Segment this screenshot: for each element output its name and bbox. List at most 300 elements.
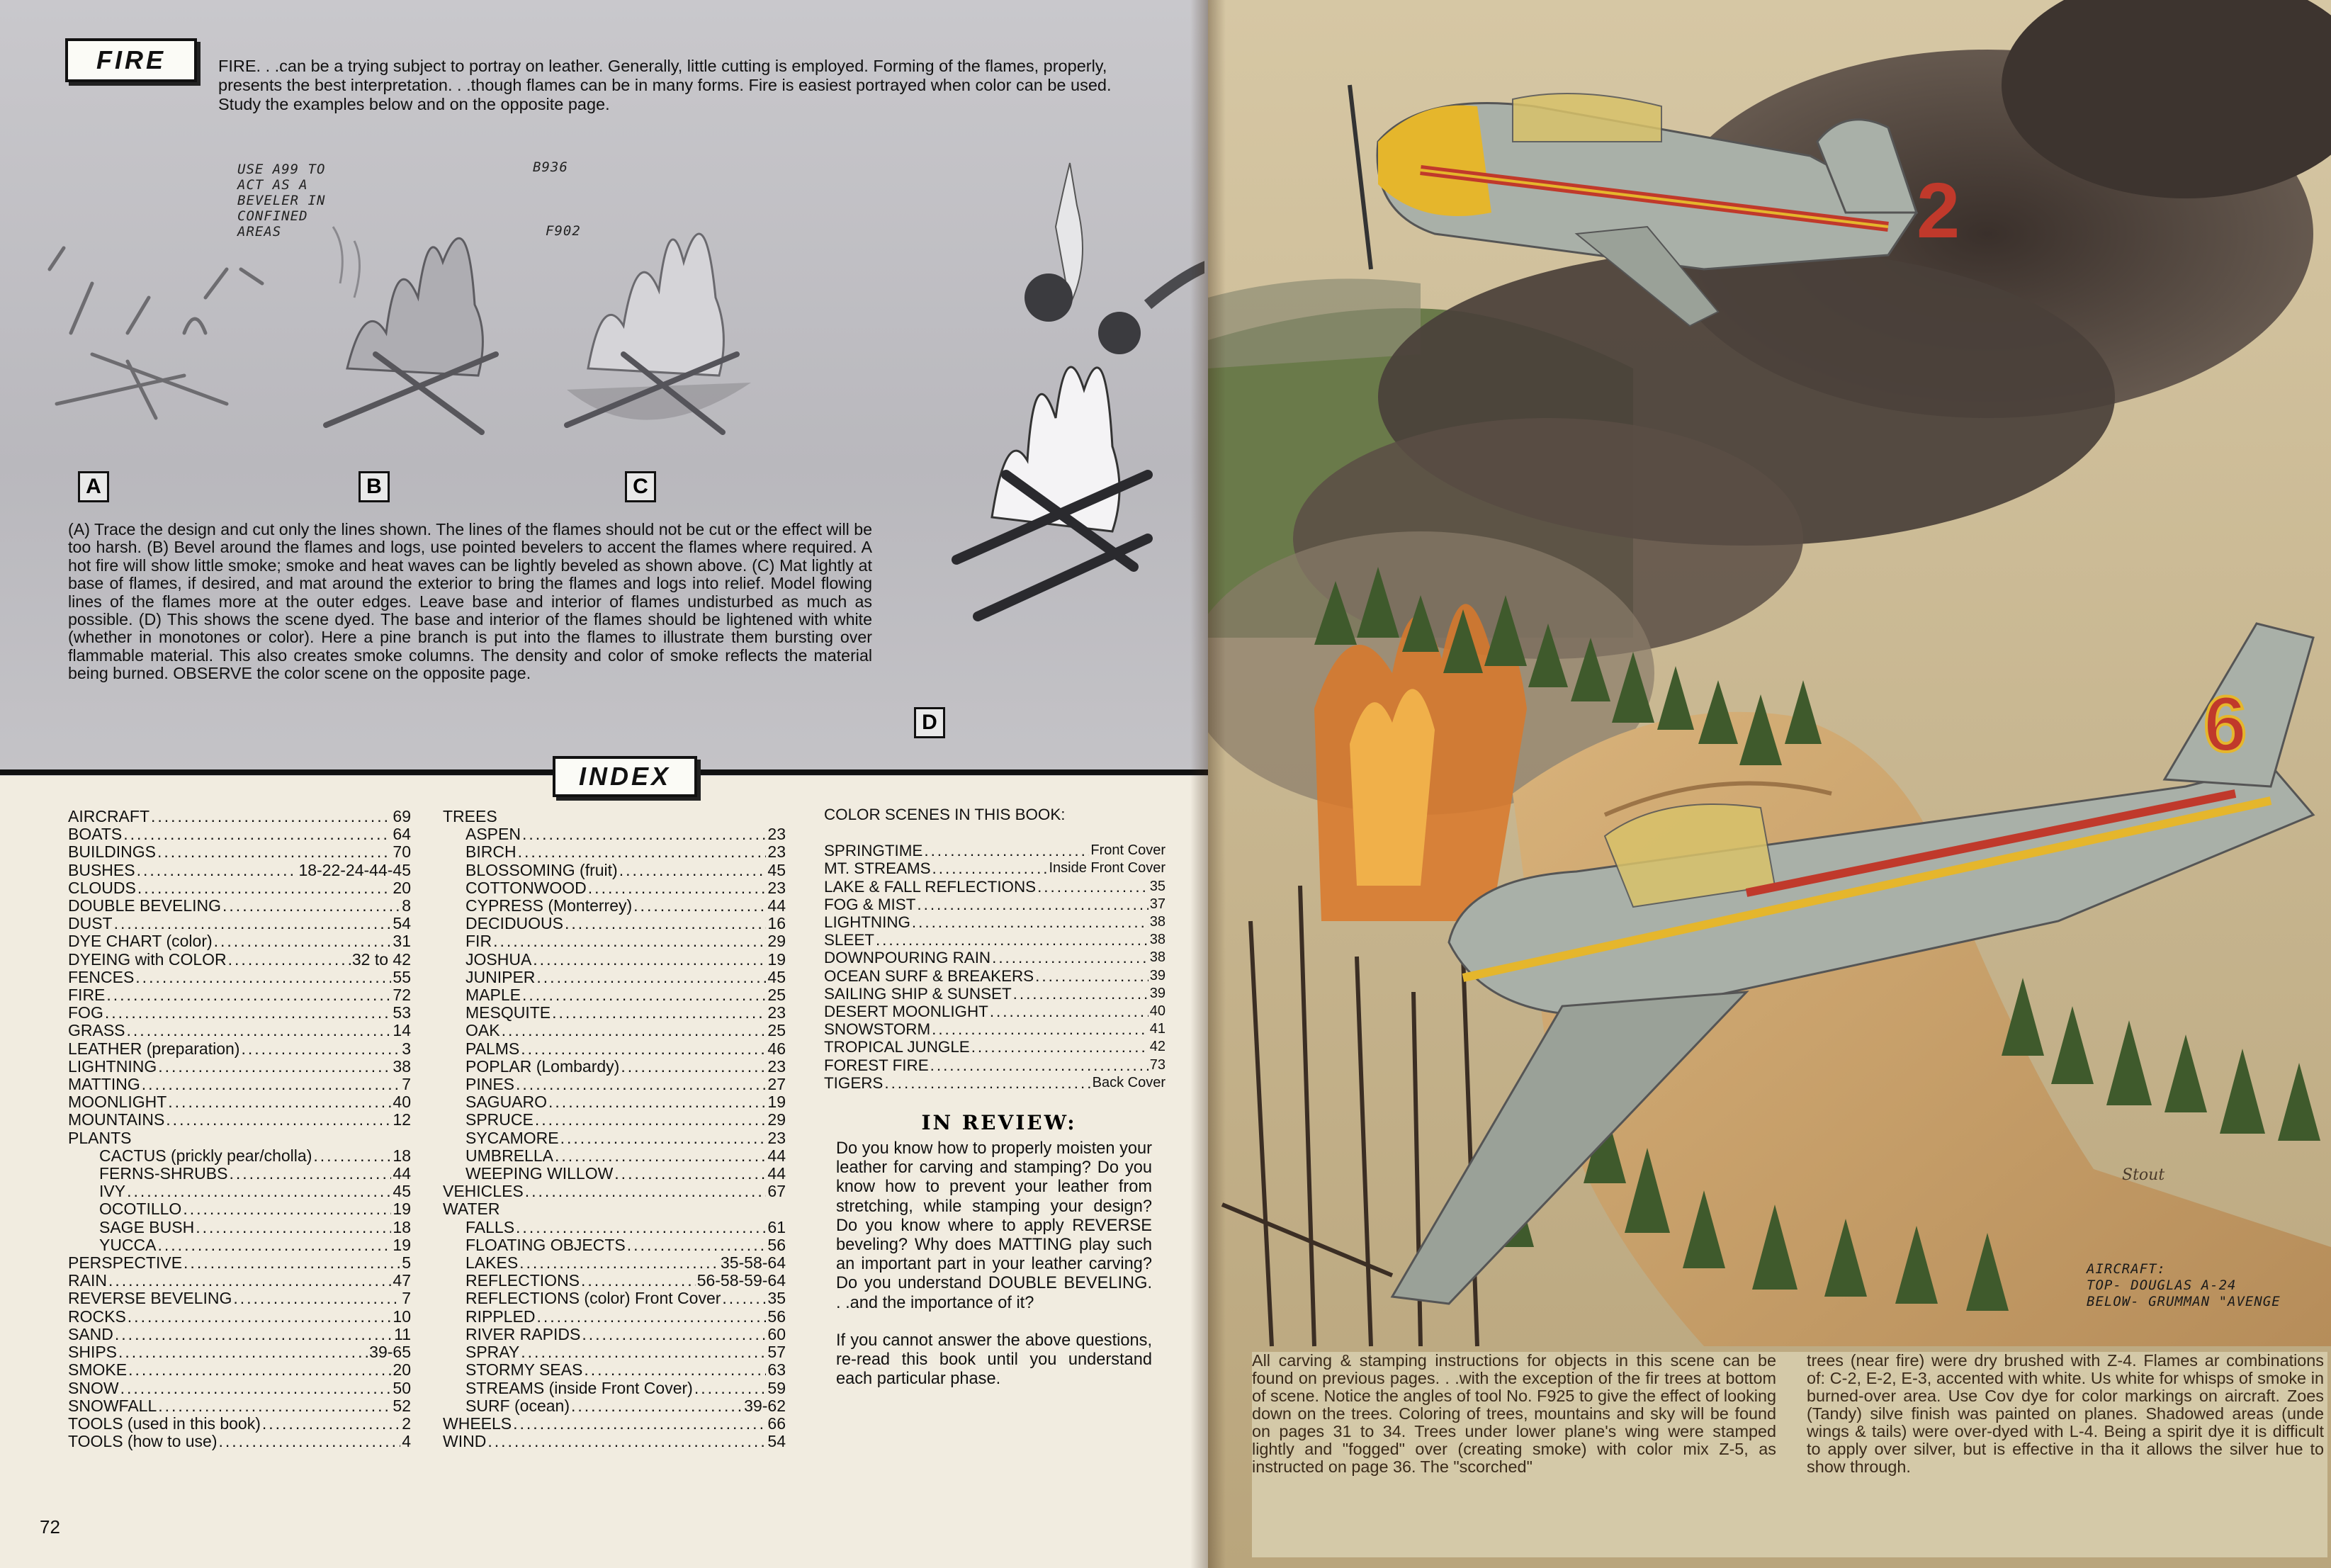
index-entry-page: 31	[393, 932, 411, 951]
index-entry-page: 3	[402, 1039, 411, 1058]
index-entry	[443, 1219, 786, 1236]
aircraft-caption-line: TOP- DOUGLAS A-24	[2087, 1277, 2237, 1293]
index-entry	[443, 1397, 786, 1415]
index-entry-page: 67	[767, 1183, 786, 1201]
index-entry	[443, 1200, 786, 1218]
index-entry-label: MAPLE	[465, 986, 521, 1005]
index-entry-page: 60	[767, 1325, 786, 1343]
index-entry-label: TOOLS (used in this book)	[68, 1414, 261, 1433]
dot-leader	[219, 1433, 401, 1450]
dot-leader	[128, 1361, 391, 1379]
dot-leader	[571, 1397, 743, 1415]
index-entry-label: OCOTILLO	[99, 1200, 182, 1219]
index-entry	[443, 1361, 786, 1379]
index-entry-page: 23	[767, 1129, 786, 1147]
index-entry-page: 38	[1149, 932, 1166, 948]
index-entry	[68, 1326, 411, 1343]
index-entry-label: SAND	[68, 1325, 113, 1343]
index-entry	[443, 1415, 786, 1433]
index-entry-page: 19	[393, 1236, 411, 1254]
dot-leader	[158, 1397, 391, 1415]
index-entry-page: 8	[402, 897, 411, 915]
index-entry	[443, 1272, 786, 1290]
dot-leader	[588, 879, 767, 897]
index-entry-page: 20	[393, 879, 411, 897]
index-entry-label: JUNIPER	[465, 968, 536, 986]
dot-leader	[521, 1040, 766, 1058]
index-entry	[824, 878, 1166, 896]
index-entry-page: 23	[767, 1004, 786, 1022]
index-entry-page: 20	[393, 1361, 411, 1380]
index-entry	[68, 1361, 411, 1379]
index-entry	[68, 1076, 411, 1093]
dot-leader	[168, 1093, 391, 1111]
index-entry-label: TROPICAL JUNGLE	[824, 1038, 970, 1056]
aircraft-caption	[2087, 1261, 2281, 1310]
dot-leader	[108, 1272, 391, 1290]
dot-leader	[120, 1380, 392, 1397]
index-entry-page: 11	[394, 1325, 411, 1343]
dot-leader	[184, 1254, 400, 1272]
step-label-d: D	[914, 707, 945, 738]
index-entry	[824, 967, 1166, 985]
index-entry-page: 18	[393, 1146, 411, 1165]
index-entry-label: FIRE	[68, 986, 106, 1005]
dot-leader	[228, 951, 351, 969]
index-entry	[824, 859, 1166, 877]
index-heading-tag: INDEX	[553, 756, 697, 797]
index-entry-label: WATER	[443, 1200, 500, 1219]
index-entry-label: WEEPING WILLOW	[465, 1165, 614, 1183]
index-entry-page: 40	[1149, 1003, 1166, 1020]
artist-signature: Stout	[2122, 1166, 2165, 1184]
dot-leader	[912, 913, 1148, 931]
color-scenes-items	[824, 842, 1166, 1092]
index-entry-label: SPRAY	[465, 1343, 520, 1362]
index-entry-label: DESERT MOONLIGHT	[824, 1003, 988, 1021]
index-entry-label: FERNS-SHRUBS	[99, 1165, 228, 1183]
dot-leader	[233, 1290, 400, 1307]
index-entry	[443, 1236, 786, 1254]
dot-leader	[214, 932, 392, 950]
index-entry-label: VEHICLES	[443, 1183, 524, 1201]
index-entry-label: FALLS	[465, 1218, 515, 1236]
dot-leader	[222, 897, 400, 915]
index-entry	[443, 1147, 786, 1165]
index-entry-page: 4	[402, 1433, 411, 1451]
dot-leader	[115, 1326, 393, 1343]
index-entry-label: FLOATING OBJECTS	[465, 1236, 626, 1254]
index-entry	[443, 825, 786, 843]
dot-leader	[487, 1433, 766, 1450]
index-entry-label: FIR	[465, 932, 492, 951]
dot-leader	[516, 1219, 766, 1236]
index-entry	[443, 1040, 786, 1058]
index-column-2	[443, 808, 786, 1450]
dot-leader	[196, 1219, 391, 1236]
dot-leader	[106, 986, 391, 1004]
index-entry-label: LIGHTNING	[68, 1057, 157, 1076]
index-entry-label: PERSPECTIVE	[68, 1254, 183, 1273]
index-entry-label: PINES	[465, 1076, 515, 1094]
index-entry-page: 66	[767, 1414, 786, 1433]
annotation-f902: F902	[546, 223, 581, 239]
index-entry-page: 63	[767, 1361, 786, 1380]
index-entry-label: SNOWSTORM	[824, 1020, 931, 1039]
fire-steps-description: (A) Trace the design and cut only the lines shown. The lines of the flames should not be cut or the effect will be too harsh. (B) Bevel around the flames and logs, use pointed bevelers to accent the flames where required. A hot fire will show little smoke; smoke and heat waves can be lightly beveled as shown above. (C) Mat lightly at base of flames, if desired, and mat around the exterior to bring the flames and logs into relief. Model flowing lines of the flames more at the outer edges. Leave base and interior of flames undisturbed as much as possible. (D) This shows the scene dyed. The base and interior of the flames should be lightened with white (whether in monotones or color). Here a pine branch is put into the flames to illustrate them bursting over flammable material. This also creates smoke columns. The density and color of smoke reflects the material being burned. OBSERVE the color scene on the opposite page.	[68, 520, 872, 683]
dot-leader	[876, 931, 1148, 949]
index-entry-page: 50	[393, 1379, 411, 1397]
index-entry-page: 38	[1149, 949, 1166, 966]
index-entry	[443, 897, 786, 915]
dot-leader	[135, 969, 391, 986]
index-entry	[443, 1058, 786, 1076]
index-entry-page: 19	[767, 1093, 786, 1112]
index-entry-label: SAGE BUSH	[99, 1218, 195, 1236]
index-entry	[68, 1183, 411, 1200]
index-entry-page: 2	[402, 1414, 411, 1433]
index-entry-label: JOSHUA	[465, 950, 532, 969]
index-entry-label: RAIN	[68, 1272, 107, 1290]
index-entry	[824, 1020, 1166, 1038]
dot-leader	[158, 1058, 391, 1076]
index-entry	[443, 1326, 786, 1343]
fire-intro-text: FIRE. . .can be a trying subject to portray on leather. Generally, little cutting is employed. Forming of the flames, properly, presents the best interpretation. . .though flames can be in many forms. Fire is easiest portrayed when color can be used. Study the examples below and on the opposite page.	[218, 57, 1112, 113]
index-entry-label: TREES	[443, 808, 497, 825]
index-entry-page: 70	[393, 843, 411, 862]
index-entry-label: WIND	[443, 1433, 487, 1451]
index-entry-label: MOONLIGHT	[68, 1093, 167, 1112]
index-entry-page: 73	[1149, 1056, 1166, 1073]
dot-leader	[1037, 878, 1148, 896]
index-entry-page: 29	[767, 1111, 786, 1129]
dot-leader	[128, 1308, 392, 1326]
index-entry	[824, 1038, 1166, 1056]
dot-leader	[502, 1022, 767, 1039]
index-entry	[443, 951, 786, 969]
index-entry-label: RIVER RAPIDS	[465, 1325, 581, 1343]
dot-leader	[118, 1343, 368, 1361]
index-entry-label: PLANTS	[68, 1129, 132, 1147]
index-entry	[68, 1129, 411, 1147]
index-entry-page: 52	[393, 1397, 411, 1415]
index-entry-label: FOG & MIST	[824, 895, 916, 913]
index-entry	[443, 1129, 786, 1147]
index-entry-label: SNOW	[68, 1379, 119, 1397]
review-paragraph: Do you know how to properly moisten your leather for carving and stamping? Do you know how to prevent your leather from stretching, while stamping your design? Do you know where to apply REVERSE beveling? Why does MATTING play such an important part in your leather carving? Do you understand DOUBLE BEVELING. . .and the importance of it?	[836, 1139, 1152, 1312]
index-entry-page: 56	[767, 1236, 786, 1254]
index-entry-page: 44	[767, 897, 786, 915]
index-entry	[824, 842, 1166, 859]
index-entry-label: TIGERS	[824, 1073, 884, 1092]
index-entry-label: ASPEN	[465, 825, 521, 844]
index-entry	[824, 949, 1166, 966]
index-entry-label: POPLAR (Lombardy)	[465, 1057, 620, 1076]
dot-leader	[924, 842, 1089, 859]
index-entry	[824, 1003, 1166, 1020]
forest-fire-scene	[1208, 0, 2331, 1568]
index-entry	[443, 1111, 786, 1129]
index-entry	[824, 931, 1166, 949]
index-entry-label: IVY	[99, 1183, 126, 1201]
index-entry-page: 35-58-64	[720, 1254, 786, 1273]
index-entry-label: BLOSSOMING (fruit)	[465, 861, 618, 879]
index-entry-label: GRASS	[68, 1022, 125, 1040]
index-entry-label: CLOUDS	[68, 879, 136, 897]
index-entry-page: 12	[393, 1111, 411, 1129]
dot-leader	[536, 969, 766, 986]
color-scenes-list	[824, 806, 1166, 1092]
index-entry-page: 23	[767, 1057, 786, 1076]
index-entry	[68, 897, 411, 915]
index-entry-label: DYE CHART (color)	[68, 932, 213, 951]
index-entry-page: 25	[767, 986, 786, 1005]
index-entry-page: 46	[767, 1039, 786, 1058]
dot-leader	[157, 843, 391, 861]
dot-leader	[992, 949, 1148, 966]
index-entry-page: 56-58-59-64	[696, 1272, 786, 1290]
index-entry	[443, 1343, 786, 1361]
index-entry	[443, 969, 786, 986]
index-entry-label: STORMY SEAS	[465, 1361, 583, 1380]
dot-leader	[522, 986, 766, 1004]
dot-leader	[262, 1415, 400, 1433]
index-entry-label: SHIPS	[68, 1343, 118, 1362]
index-entry	[824, 985, 1166, 1003]
dot-leader	[584, 1361, 766, 1379]
index-entry-page: 45	[393, 1183, 411, 1201]
index-entry-page: Front Cover	[1090, 842, 1166, 859]
dot-leader	[521, 1343, 766, 1361]
index-entry-page: 57	[767, 1343, 786, 1362]
index-entry	[68, 915, 411, 932]
scene-caption-left: All carving & stamping instructions for objects in this scene can be found on previous pages. . .with the exception of the fir trees at bottom of scene. Notice the angles of tool No. F925 to give the effect of looking down on the trees. Coloring of trees, mountains and sky will be found on pages 31 to 34. Trees under lower plane's wing were stamped lightly and "fogged" over (creating smoke) with color mix Z-5, as instructed on page 36. The "scorched"	[1252, 1351, 1776, 1476]
index-entry-page: 5	[402, 1254, 411, 1273]
index-entry	[68, 1058, 411, 1076]
index-entry-page: 7	[402, 1076, 411, 1094]
dot-leader	[513, 1415, 766, 1433]
index-entry-label: SPRUCE	[465, 1111, 534, 1129]
index-entry-label: REFLECTIONS (color) Front Cover	[465, 1290, 721, 1308]
index-entry-page: 38	[393, 1057, 411, 1076]
dot-leader	[151, 808, 391, 825]
index-entry	[68, 808, 411, 825]
dot-leader	[533, 951, 766, 969]
index-entry	[443, 1004, 786, 1022]
step-label-c: C	[625, 471, 656, 502]
index-entry-label: MT. STREAMS	[824, 859, 931, 878]
page-number: 72	[40, 1516, 60, 1538]
index-entry	[443, 1254, 786, 1272]
index-entry-page: 69	[393, 808, 411, 825]
review-title: IN REVIEW:	[921, 1111, 1077, 1134]
index-entry-label: LIGHTNING	[824, 913, 910, 932]
index-entry	[68, 951, 411, 969]
index-entry-page: 41	[1149, 1021, 1166, 1037]
index-entry-label: UMBRELLA	[465, 1146, 553, 1165]
index-entry	[68, 1200, 411, 1218]
dot-leader	[581, 1272, 696, 1290]
index-entry-label: FOREST FIRE	[824, 1056, 929, 1074]
dot-leader	[229, 1165, 391, 1183]
step-a-illustration	[50, 248, 262, 418]
index-entry-page: 7	[402, 1290, 411, 1308]
dot-leader	[127, 1183, 391, 1200]
dot-leader	[518, 843, 767, 861]
dot-leader	[552, 1004, 766, 1022]
index-entry-page: 42	[1149, 1039, 1166, 1055]
index-column-1	[68, 808, 411, 1450]
index-entry-label: REFLECTIONS	[465, 1272, 580, 1290]
index-entry-label: OAK	[465, 1022, 500, 1040]
dot-leader	[627, 1236, 767, 1254]
index-entry-label: BUSHES	[68, 861, 135, 879]
index-entry	[68, 1147, 411, 1165]
index-entry	[443, 1433, 786, 1450]
index-entry-label: ROCKS	[68, 1307, 126, 1326]
index-entry-label: SNOWFALL	[68, 1397, 157, 1415]
dot-leader	[1013, 985, 1148, 1003]
dot-leader	[582, 1326, 766, 1343]
index-entry	[68, 932, 411, 950]
index-entry	[68, 1165, 411, 1183]
index-entry-page: 23	[767, 843, 786, 862]
index-entry	[443, 1290, 786, 1307]
color-scenes-title: COLOR SCENES IN THIS BOOK:	[824, 806, 1066, 823]
dot-leader	[1035, 967, 1148, 985]
index-entry	[68, 1397, 411, 1415]
index-entry-label: OCEAN SURF & BREAKERS	[824, 966, 1034, 985]
aircraft-caption-line: BELOW- GRUMMAN "AVENGE	[2087, 1294, 2281, 1309]
index-entry-label: AIRCRAFT	[68, 808, 149, 825]
index-entry	[68, 1093, 411, 1111]
index-entry-label: DOWNPOURING RAIN	[824, 949, 991, 967]
index-entry	[824, 1056, 1166, 1074]
dot-leader	[493, 932, 766, 950]
index-entry-page: 54	[767, 1433, 786, 1451]
index-entry	[68, 1022, 411, 1039]
index-entry	[68, 1004, 411, 1022]
index-entry	[68, 1219, 411, 1236]
index-entry	[443, 843, 786, 861]
dot-leader	[536, 1308, 766, 1326]
index-entry-page: 39-62	[744, 1397, 786, 1415]
aircraft-caption-line: AIRCRAFT:	[2087, 1261, 2166, 1277]
dot-leader	[932, 1020, 1148, 1038]
dot-leader	[548, 1093, 766, 1111]
index-entry	[443, 1165, 786, 1183]
index-entry-page: 16	[767, 915, 786, 933]
step-c-illustration	[567, 234, 751, 432]
review-text	[836, 1139, 1152, 1407]
dot-leader	[619, 862, 767, 879]
index-entry	[68, 1308, 411, 1326]
dot-leader	[516, 1076, 766, 1093]
index-entry-label: LAKE & FALL REFLECTIONS	[824, 877, 1037, 896]
index-entry-page: 44	[767, 1165, 786, 1183]
index-entry	[68, 1254, 411, 1272]
step-d-illustration	[956, 163, 1204, 616]
index-entry-label: CYPRESS (Monterrey)	[465, 897, 633, 915]
index-entry-page: 45	[767, 861, 786, 879]
index-entry	[443, 986, 786, 1004]
index-entry-label: DOUBLE BEVELING	[68, 897, 222, 915]
dot-leader	[158, 1236, 392, 1254]
index-entry-page: Inside Front Cover	[1049, 860, 1166, 876]
index-entry-page: 40	[393, 1093, 411, 1112]
step-label-b: B	[359, 471, 390, 502]
index-entry-page: 44	[393, 1165, 411, 1183]
index-entry-page: 39	[1149, 967, 1166, 983]
index-entry-label: PALMS	[465, 1039, 520, 1058]
index-entry	[443, 1380, 786, 1397]
index-entry-page: 38	[1149, 914, 1166, 930]
index-entry-label: SMOKE	[68, 1361, 128, 1380]
index-entry	[68, 862, 411, 879]
index-entry-label: LEATHER (preparation)	[68, 1039, 240, 1058]
dot-leader	[313, 1147, 391, 1165]
dot-leader	[990, 1003, 1148, 1020]
index-entry	[443, 1183, 786, 1200]
index-entry-page: 56	[767, 1307, 786, 1326]
index-entry	[68, 843, 411, 861]
index-entry-page: 27	[767, 1076, 786, 1094]
top-plane-number: 2	[1917, 167, 1960, 254]
index-entry-label: WHEELS	[443, 1414, 512, 1433]
book-gutter	[1190, 0, 1226, 1568]
index-entry-page: 25	[767, 1022, 786, 1040]
index-entry-label: BUILDINGS	[68, 843, 156, 862]
dot-leader	[555, 1147, 766, 1165]
index-entry	[68, 1415, 411, 1433]
index-entry-page: 19	[393, 1200, 411, 1219]
dot-leader	[930, 1056, 1148, 1074]
dot-leader	[565, 915, 766, 932]
index-entry-page: 45	[767, 968, 786, 986]
index-entry-page: 10	[393, 1307, 411, 1326]
index-entry-label: RIPPLED	[465, 1307, 536, 1326]
index-entry	[68, 1290, 411, 1307]
dot-leader	[932, 859, 1048, 877]
index-entry-label: COTTONWOOD	[465, 879, 587, 897]
index-entry-page: 55	[393, 968, 411, 986]
index-entry-page: Back Cover	[1092, 1074, 1166, 1090]
index-entry-label: DECIDUOUS	[465, 915, 564, 933]
index-entry-label: TOOLS (how to use)	[68, 1433, 218, 1451]
index-entry	[68, 969, 411, 986]
dot-leader	[137, 862, 298, 879]
index-entry-label: SPRINGTIME	[824, 842, 923, 860]
index-entry-label: MESQUITE	[465, 1004, 551, 1022]
bottom-plane-number: 6	[2203, 681, 2247, 768]
index-entry-label: FOG	[68, 1004, 103, 1022]
dot-leader	[560, 1129, 767, 1147]
index-entry	[68, 879, 411, 897]
index-entry	[443, 1308, 786, 1326]
index-entry-label: SURF (ocean)	[465, 1397, 570, 1415]
index-entry-label: STREAMS (inside Front Cover)	[465, 1379, 693, 1397]
index-entry	[443, 1093, 786, 1111]
index-entry-page: 53	[393, 1004, 411, 1022]
dot-leader	[522, 825, 766, 843]
index-entry-label: MATTING	[68, 1076, 140, 1094]
index-entry-page: 59	[767, 1379, 786, 1397]
index-entry	[443, 808, 786, 825]
index-entry-page: 35	[767, 1290, 786, 1308]
index-entry	[68, 825, 411, 843]
dot-leader	[614, 1165, 766, 1183]
index-entry	[68, 1272, 411, 1290]
